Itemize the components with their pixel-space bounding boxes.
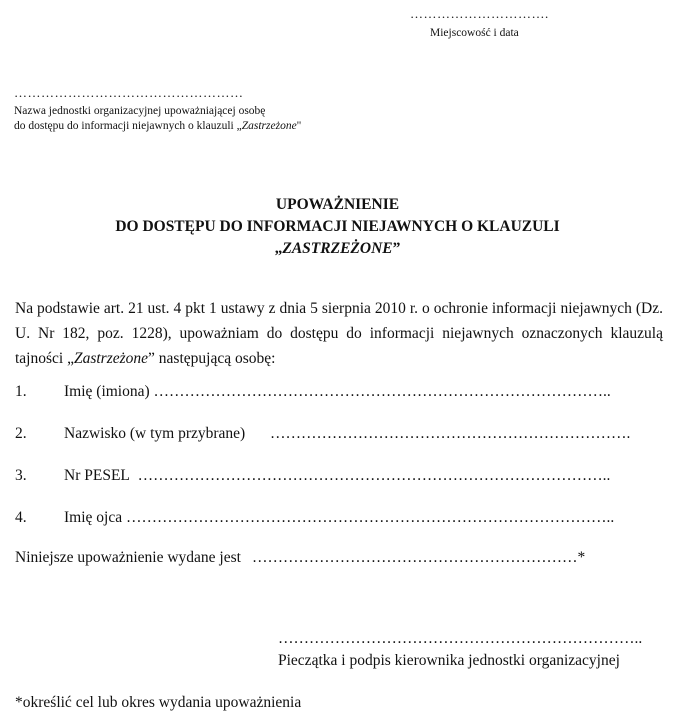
surname-label: Nazwisko (w tym przybrane) bbox=[64, 425, 246, 442]
place-date-label: Miejscowość i data bbox=[430, 27, 519, 39]
legal-basis-paragraph: Na podstawie art. 21 ust. 4 pkt 1 ustawy z dnia 5 sierpnia 2010 r. o ochronie informacji niejawnych (Dz. U. Nr 182, poz. 1228), upoważniam do dostępu do informacji niejawnych oznaczonych klauzulą tajności „Zastrzeżone” następującą osobę: bbox=[15, 300, 663, 367]
surname-dots: ……………………………………………………………. bbox=[270, 425, 631, 442]
field-number: 3. bbox=[15, 467, 27, 484]
document-title-line1: UPOWAŻNIENIE bbox=[275, 196, 400, 213]
field-number: 4. bbox=[15, 509, 27, 526]
footnote: *określić cel lub okres wydania upoważnienia bbox=[15, 694, 302, 711]
field-number: 1. bbox=[15, 383, 27, 400]
issued-purpose-dots: ………………………………………………………* bbox=[252, 549, 586, 566]
document-title-line2: DO DOSTĘPU DO INFORMACJI NIEJAWNYCH O KLAUZULI bbox=[115, 218, 560, 235]
signature-label: Pieczątka i podpis kierownika jednostki organizacyjnej bbox=[278, 652, 620, 669]
first-names-field: Imię (imiona) …………………………………………………………………………….. bbox=[64, 383, 611, 400]
signature-dots: …………………………………………………………….. bbox=[278, 630, 643, 647]
field-number: 2. bbox=[15, 425, 27, 442]
father-name-field: Imię ojca ………………………………………………………………………………….. bbox=[64, 509, 615, 526]
pesel-field: Nr PESEL ……………………………………………………………………………….. bbox=[64, 467, 611, 484]
unit-name-dots: …………………………………………… bbox=[14, 85, 244, 100]
place-date-dots: …………………………. bbox=[410, 6, 549, 21]
unit-name-label-line2: do dostępu do informacji niejawnych o klauzuli „Zastrzeżone" bbox=[14, 120, 302, 132]
issued-purpose-label: Niniejsze upoważnienie wydane jest bbox=[15, 549, 241, 566]
document-title-line3: „ZASTRZEŻONE” bbox=[274, 240, 401, 257]
unit-name-label-line1: Nazwa jednostki organizacyjnej upoważniającej osobę bbox=[14, 105, 266, 117]
